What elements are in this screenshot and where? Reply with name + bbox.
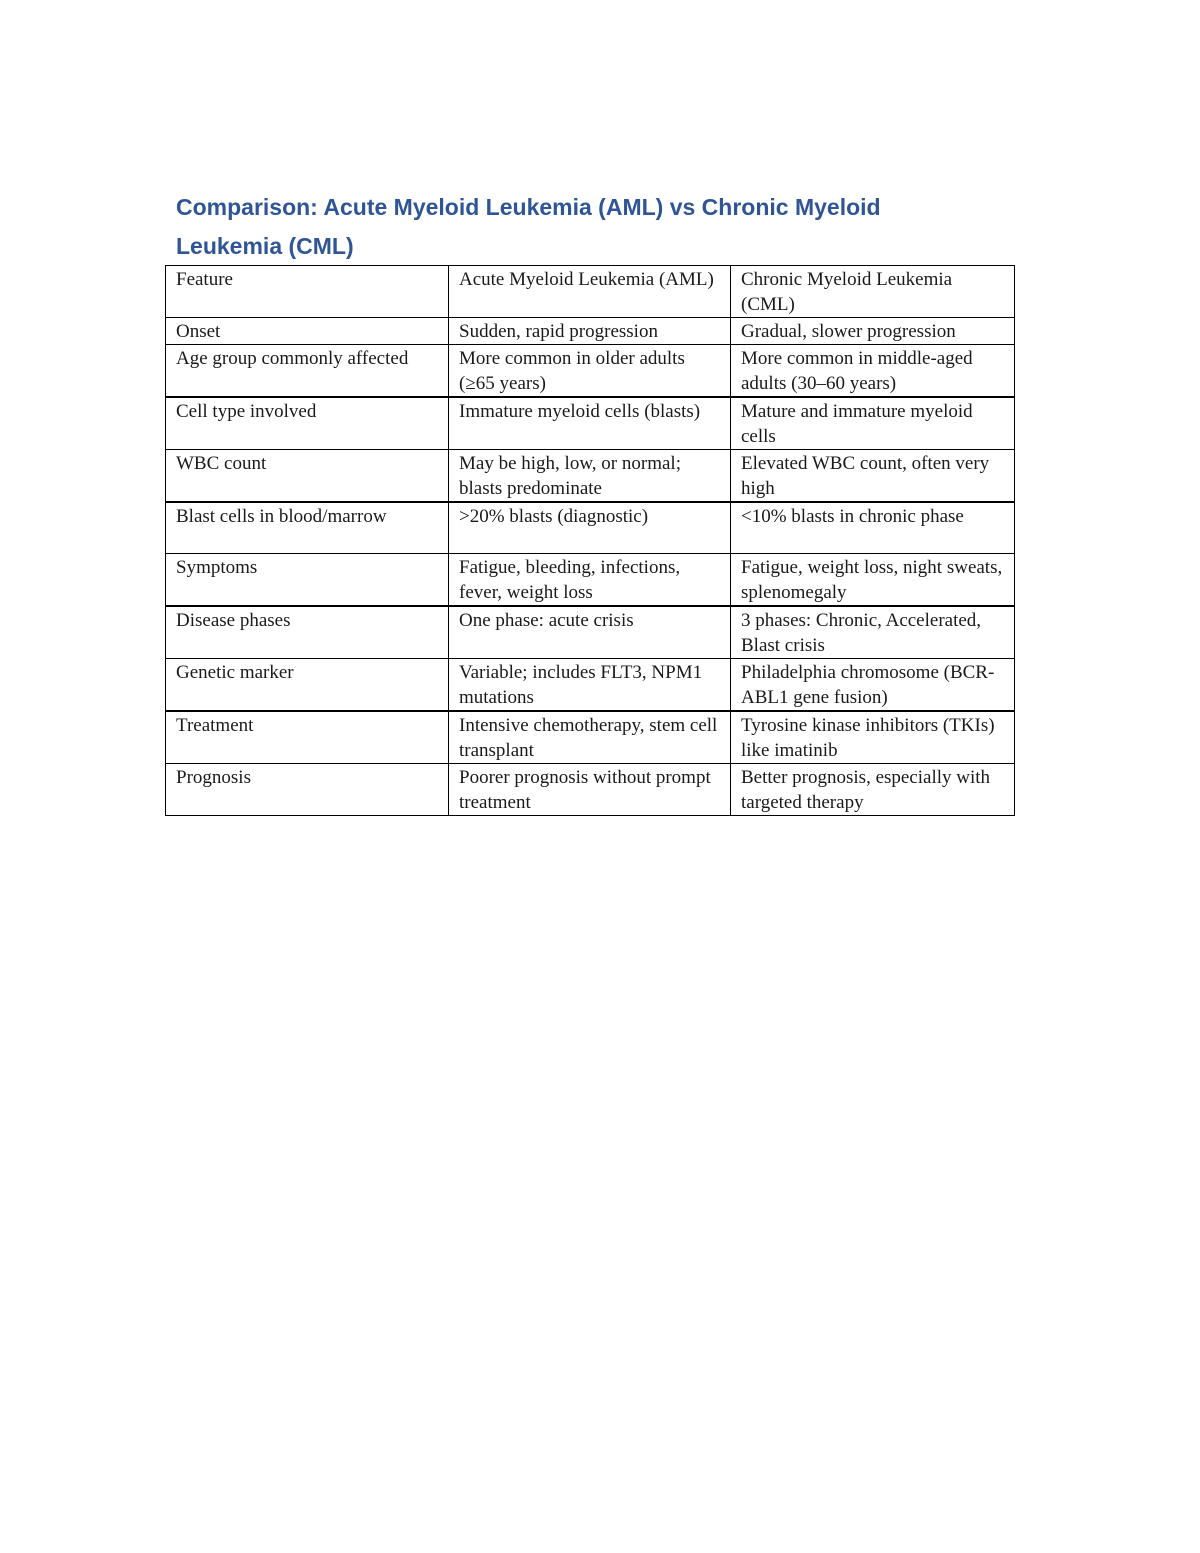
cml-cell: More common in middle-aged adults (30–60 years) <box>731 345 1015 398</box>
feature-cell: Blast cells in blood/marrow <box>166 502 449 553</box>
comparison-table <box>165 265 1015 816</box>
document-title: Comparison: Acute Myeloid Leukemia (AML) vs Chronic Myeloid Leukemia (CML) <box>176 194 881 259</box>
cml-cell: <10% blasts in chronic phase <box>731 502 1015 553</box>
cml-cell: Philadelphia chromosome (BCR-ABL1 gene fusion) <box>731 658 1015 711</box>
feature-cell: Cell type involved <box>166 397 449 450</box>
table-row <box>166 606 1015 659</box>
cml-cell: Better prognosis, especially with targeted therapy <box>731 763 1015 815</box>
cml-cell: Elevated WBC count, often very high <box>731 450 1015 503</box>
cml-cell: Tyrosine kinase inhibitors (TKIs) like imatinib <box>731 711 1015 764</box>
aml-cell: Sudden, rapid progression <box>449 318 731 345</box>
feature-cell: Onset <box>166 318 449 345</box>
table-header-row <box>166 266 1015 318</box>
feature-cell: Age group commonly affected <box>166 345 449 398</box>
table-row <box>166 658 1015 711</box>
header-cell-aml: Acute Myeloid Leukemia (AML) <box>449 266 731 318</box>
feature-cell: Symptoms <box>166 553 449 606</box>
aml-cell: Fatigue, bleeding, infections, fever, weight loss <box>449 553 731 606</box>
table-row <box>166 450 1015 503</box>
table-row <box>166 763 1015 815</box>
table-row <box>166 553 1015 606</box>
aml-cell: More common in older adults (≥65 years) <box>449 345 731 398</box>
header-cell-cml: Chronic Myeloid Leukemia (CML) <box>731 266 1015 318</box>
table-row <box>166 711 1015 764</box>
aml-cell: May be high, low, or normal; blasts predominate <box>449 450 731 503</box>
aml-cell: >20% blasts (diagnostic) <box>449 502 731 553</box>
table-row <box>166 345 1015 398</box>
table-row <box>166 397 1015 450</box>
aml-cell: Variable; includes FLT3, NPM1 mutations <box>449 658 731 711</box>
feature-cell: Genetic marker <box>166 658 449 711</box>
aml-cell: Poorer prognosis without prompt treatment <box>449 763 731 815</box>
cml-cell: Fatigue, weight loss, night sweats, splenomegaly <box>731 553 1015 606</box>
feature-cell: Disease phases <box>166 606 449 659</box>
cml-cell: Gradual, slower progression <box>731 318 1015 345</box>
cml-cell: 3 phases: Chronic, Accelerated, Blast crisis <box>731 606 1015 659</box>
aml-cell: Intensive chemotherapy, stem cell transplant <box>449 711 731 764</box>
feature-cell: Treatment <box>166 711 449 764</box>
aml-cell: Immature myeloid cells (blasts) <box>449 397 731 450</box>
table-row <box>166 318 1015 345</box>
table-row <box>166 502 1015 553</box>
feature-cell: Prognosis <box>166 763 449 815</box>
aml-cell: One phase: acute crisis <box>449 606 731 659</box>
feature-cell: WBC count <box>166 450 449 503</box>
header-cell-feature: Feature <box>166 266 449 318</box>
cml-cell: Mature and immature myeloid cells <box>731 397 1015 450</box>
